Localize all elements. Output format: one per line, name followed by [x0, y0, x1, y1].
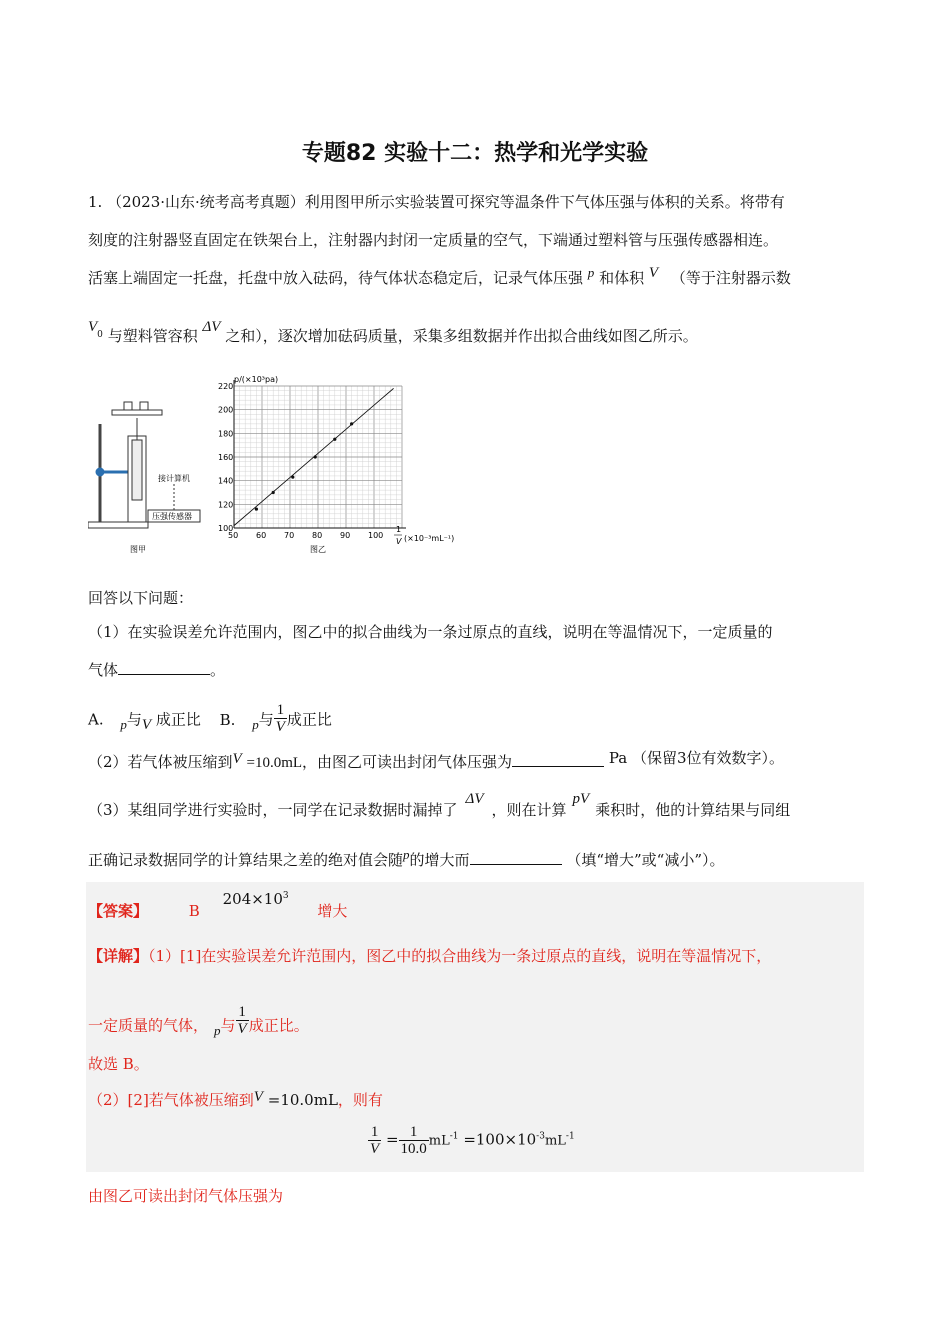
symbol-dV: ΔV: [202, 319, 221, 335]
chart-xlabel-frac-den: V: [396, 537, 402, 546]
q1b-text: 气体: [88, 661, 119, 679]
q1b-end: 。: [210, 661, 226, 679]
eq-rhs-unit: mL: [544, 1133, 566, 1149]
eq-rhs-exp: -3: [536, 1131, 545, 1142]
detail-line-5: 由图乙可读出封闭气体压强为: [88, 1187, 284, 1205]
q1a: （1）在实验误差允许范围内，图乙中的拟合曲线为一条过原点的直线，说明在等温情况下，一定质量的: [88, 623, 773, 641]
eq-rhs-unit-exp: -1: [565, 1131, 575, 1142]
q1-line-4: [88, 319, 698, 353]
y-tick-label: 200: [218, 405, 234, 415]
x-tick-label: 90: [340, 531, 351, 540]
answer-blank-3[interactable]: [470, 850, 562, 865]
symbol-V: V: [648, 265, 659, 281]
q3-dV: ΔV: [465, 791, 484, 807]
chart-ylabel: p/(×10³pa): [234, 375, 279, 384]
chart-xlabel-frac-num: 1: [396, 525, 402, 534]
questions-intro: 回答以下问题：: [88, 589, 194, 607]
q3-f: （填“增大”或“减小”）。: [566, 851, 725, 869]
q2-d: Pa （保留3位有效数字）。: [608, 749, 785, 767]
eq-mid-frac: [399, 1124, 429, 1157]
detail-2-frac: [236, 1004, 249, 1037]
answer-blank-2[interactable]: [512, 752, 604, 767]
q3-line-2: [88, 847, 725, 871]
label-sensor: 压强传感器: [152, 512, 192, 521]
q1b: [88, 660, 225, 680]
apparatus-drawing: [88, 402, 200, 528]
x-tick-label: 50: [228, 531, 239, 540]
q1-line-3-b: 和体积: [599, 269, 645, 287]
q1-line-3: [88, 265, 791, 289]
detail-4b: =10.0mL: [267, 1091, 338, 1109]
q1-line-4-a: 与塑料管容积: [107, 327, 198, 345]
eq-rhs: =100×10: [463, 1130, 537, 1149]
q2-a: （2）若气体被压缩到: [88, 753, 233, 771]
option-b-frac-den: V: [275, 719, 285, 735]
option-b-end: 成正比: [286, 710, 332, 729]
detail-line-2: [88, 1004, 309, 1043]
eq-unit: mL: [428, 1133, 450, 1149]
caption-right: 图乙: [310, 545, 326, 554]
eq-lhs-frac: [368, 1124, 381, 1157]
detail-line-3: 故选 B。: [88, 1055, 149, 1073]
answer-line: [88, 890, 348, 921]
q1-line-3-a: 活塞上端固定一托盘，托盘中放入砝码，待气体状态稳定后，记录气体压强: [88, 269, 584, 287]
answer-1: B: [188, 902, 200, 920]
data-point: [350, 422, 353, 425]
option-a-V: V: [141, 716, 152, 733]
y-tick-label: 160: [218, 453, 234, 462]
x-tick-label: 100: [368, 531, 384, 540]
data-point: [272, 491, 275, 494]
data-point: [255, 507, 258, 510]
q2-b: =10.0mL: [246, 755, 303, 771]
data-point: [333, 438, 336, 441]
answer-blank-1[interactable]: [118, 660, 210, 675]
eq-mid-den: 10.0: [400, 1141, 427, 1157]
q1-line-4-b: 之和），逐次增加砝码质量，采集多组数据并作出拟合曲线如图乙所示。: [225, 327, 698, 345]
q3-line-1: [88, 791, 791, 821]
eq-unit-exp: -1: [449, 1131, 459, 1142]
caption-left: 图甲: [130, 545, 146, 554]
x-tick-label: 60: [256, 531, 267, 540]
symbol-p: p: [587, 265, 595, 280]
q3-e: 的增大而: [409, 851, 470, 869]
q3-b: ，则在计算: [491, 801, 567, 819]
eq-lhs-num: 1: [368, 1124, 381, 1141]
answer-tag: 【答案】: [88, 902, 149, 920]
equation: [368, 1124, 575, 1157]
answer-2-base: 204×10: [222, 890, 283, 908]
detail-2a: 一定质量的气体，: [88, 1016, 209, 1035]
symbol-V0: V: [88, 319, 98, 335]
option-b-frac-num: 1: [274, 702, 287, 719]
answer-3: 增大: [317, 902, 348, 920]
detail-2-frac-den: V: [237, 1021, 247, 1037]
option-b-p: p: [252, 716, 259, 732]
eq-mid-num: 1: [399, 1124, 429, 1141]
eq-equals: =: [385, 1130, 399, 1149]
detail-4c: ，则有: [337, 1091, 383, 1109]
detail-2-frac-num: 1: [236, 1004, 249, 1021]
q3-p: p: [403, 847, 410, 862]
detail-2-p: p: [214, 1022, 221, 1038]
label-computer: 接计算机: [158, 474, 190, 483]
option-b-frac: [274, 702, 287, 735]
y-tick-label: 140: [218, 476, 234, 486]
detail-2b: 与: [220, 1016, 236, 1035]
x-tick-label: 70: [284, 531, 295, 540]
option-b-label: B.: [219, 710, 236, 729]
y-tick-label: 180: [218, 429, 234, 439]
answer-2: [223, 890, 289, 908]
q1-line-2: 刻度的注射器竖直固定在铁架台上，注射器内封闭一定质量的空气，下端通过塑料管与压强传感器相连。: [88, 231, 779, 249]
q3-d: 正确记录数据同学的计算结果之差的绝对值会随: [88, 851, 404, 869]
eq-lhs-den: V: [370, 1141, 380, 1157]
figure: [88, 364, 458, 564]
data-point: [291, 476, 294, 479]
detail-4-V: V: [253, 1089, 263, 1105]
q2-c: ，由图乙可读出封闭气体压强为: [302, 753, 513, 771]
q3-a: （3）某组同学进行实验时，一同学在记录数据时漏掉了: [88, 801, 458, 819]
chart-xlabel: (×10⁻³mL⁻¹): [404, 534, 455, 543]
q1-line-1: 1. （2023·山东·统考高考真题）利用图甲所示实验装置可探究等温条件下气体压强与体积的关系。将带有: [88, 193, 785, 211]
symbol-V0-sub: 0: [97, 330, 103, 340]
detail-2c: 成正比。: [248, 1016, 309, 1035]
q2-line: [88, 749, 785, 773]
q3-pV: pV: [572, 791, 590, 807]
q3-c: 乘积时，他的计算结果与同组: [595, 801, 791, 819]
figure-svg: [88, 364, 458, 564]
detail-1: （1）[1]在实验误差允许范围内，图乙中的拟合曲线为一条过原点的直线，说明在等温情况下，: [148, 947, 772, 965]
pv-chart: [218, 380, 406, 540]
option-b-mid: 与: [258, 710, 274, 729]
option-a-p: p: [120, 716, 127, 732]
option-a-end: 成正比: [155, 710, 201, 729]
y-tick-label: 120: [218, 500, 234, 510]
x-tick-label: 80: [312, 531, 323, 540]
answer-2-exp: 3: [282, 891, 289, 901]
detail-line-1: [88, 946, 771, 966]
q2-V: V: [232, 751, 242, 767]
option-a-label: A.: [88, 710, 104, 729]
detail-tag: 【详解】: [88, 947, 149, 965]
q1-line-3-c: （等于注射器示数: [670, 269, 791, 287]
option-a-mid: 与: [126, 710, 142, 729]
detail-line-4: [88, 1090, 383, 1111]
y-tick-label: 220: [218, 382, 234, 391]
detail-4a: （2）[2]若气体被压缩到: [88, 1091, 254, 1109]
options-line: [88, 704, 332, 737]
data-point: [314, 455, 317, 458]
y-tick-label: 100: [218, 524, 234, 533]
page-title: 专题82 实验十二：热学和光学实验: [301, 141, 649, 166]
